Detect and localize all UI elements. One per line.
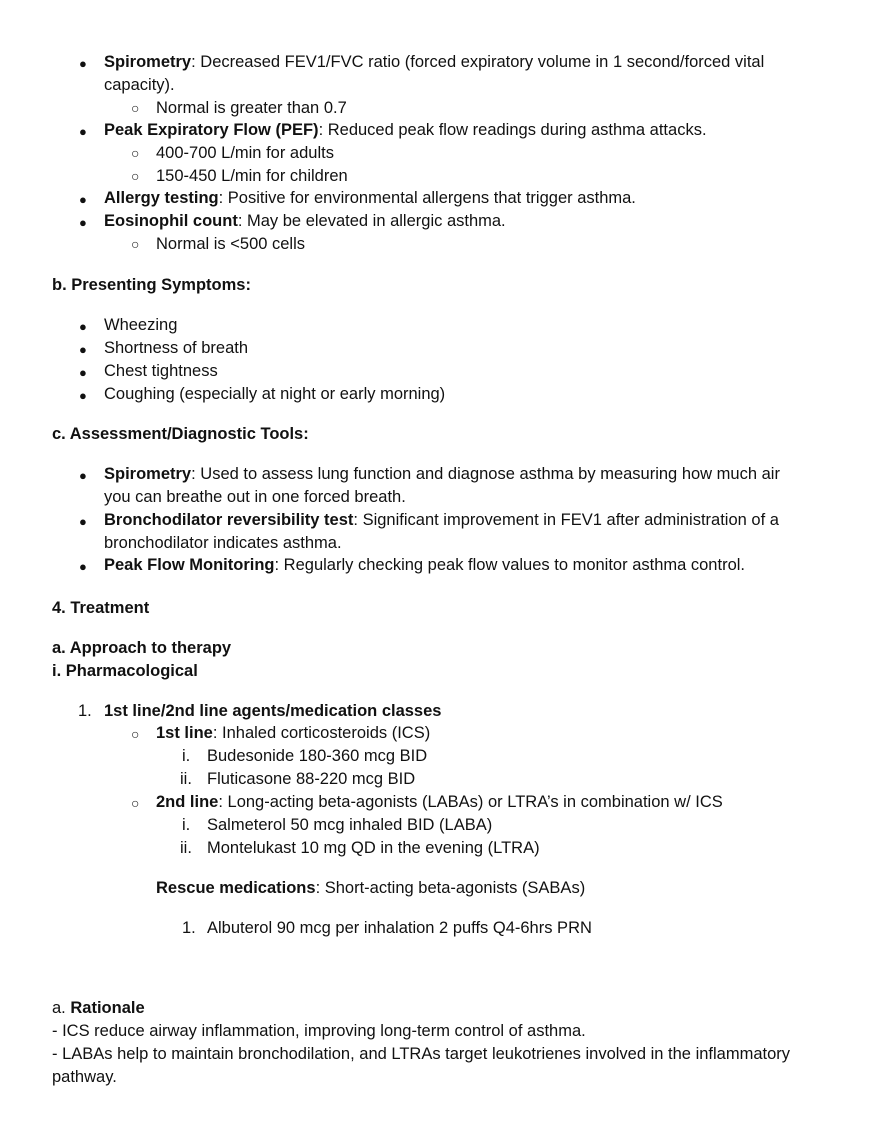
med-item: Fluticasone 88-220 mcg BID xyxy=(207,770,416,788)
roman-number: ii. xyxy=(180,770,192,788)
lab-eosinophil: Eosinophil count: May be elevated in allergic asthma. xyxy=(104,212,506,230)
rescue-item: Albuterol 90 mcg per inhalation 2 puffs Q4-6hrs PRN xyxy=(207,919,592,937)
bullet-icon: ● xyxy=(79,514,87,529)
agents-title: 1st line/2nd line agents/medication classes xyxy=(104,702,442,720)
tool-bronchodilator: Bronchodilator reversibility test: Significant improvement in FEV1 after administration of a xyxy=(104,511,779,529)
lab-pef-children: 150-450 L/min for children xyxy=(156,167,348,185)
bullet-icon: ● xyxy=(79,124,87,139)
circle-bullet-icon: ○ xyxy=(131,726,140,742)
med-item: Budesonide 180-360 mcg BID xyxy=(207,747,428,765)
bullet-icon: ● xyxy=(79,388,87,403)
circle-bullet-icon: ○ xyxy=(131,795,140,811)
lab-pef-adults: 400-700 L/min for adults xyxy=(156,144,334,162)
circle-bullet-icon: ○ xyxy=(131,236,140,252)
bullet-icon: ● xyxy=(79,319,87,334)
lab-pef: Peak Expiratory Flow (PEF): Reduced peak flow readings during asthma attacks. xyxy=(104,121,707,139)
roman-number: i. xyxy=(182,816,191,834)
circle-bullet-icon: ○ xyxy=(131,100,140,116)
lab-spirometry: Spirometry: Decreased FEV1/FVC ratio (forced expiratory volume in 1 second/forced vital xyxy=(104,53,765,71)
rescue-medications: Rescue medications: Short-acting beta-agonists (SABAs) xyxy=(156,879,586,897)
circle-bullet-icon: ○ xyxy=(131,145,140,161)
symptoms-heading: b. Presenting Symptoms: xyxy=(52,276,251,294)
lab-spirometry-cont: capacity). xyxy=(104,76,175,94)
med-item: Montelukast 10 mg QD in the evening (LTRA) xyxy=(207,839,540,857)
tools-heading: c. Assessment/Diagnostic Tools: xyxy=(52,425,309,443)
symptom-item: Coughing (especially at night or early morning) xyxy=(104,385,446,403)
list-number: 1. xyxy=(182,919,196,937)
med-item: Salmeterol 50 mcg inhaled BID (LABA) xyxy=(207,816,493,834)
symptom-item: Chest tightness xyxy=(104,362,218,380)
rationale-line: - ICS reduce airway inflammation, improving long-term control of asthma. xyxy=(52,1022,586,1040)
bullet-icon: ● xyxy=(79,192,87,207)
bullet-icon: ● xyxy=(79,559,87,574)
approach-heading: a. Approach to therapy xyxy=(52,639,232,657)
lab-spirometry-normal: Normal is greater than 0.7 xyxy=(156,99,347,117)
pharm-heading: i. Pharmacological xyxy=(52,662,198,680)
tool-spirometry-cont: you can breathe out in one forced breath. xyxy=(104,488,406,506)
bullet-icon: ● xyxy=(79,215,87,230)
symptom-item: Shortness of breath xyxy=(104,339,249,357)
bullet-icon: ● xyxy=(79,365,87,380)
roman-number: ii. xyxy=(180,839,192,857)
list-number: 1. xyxy=(78,702,92,720)
tool-bronchodilator-cont: bronchodilator indicates asthma. xyxy=(104,534,342,552)
treatment-heading: 4. Treatment xyxy=(52,599,150,617)
rationale-line: pathway. xyxy=(52,1068,117,1086)
bullet-icon: ● xyxy=(79,342,87,357)
lab-eosinophil-normal: Normal is <500 cells xyxy=(156,235,306,253)
tool-spirometry: Spirometry: Used to assess lung function and diagnose asthma by measuring how much air xyxy=(104,465,780,483)
lab-allergy: Allergy testing: Positive for environmental allergens that trigger asthma. xyxy=(104,189,636,207)
tool-peak-flow: Peak Flow Monitoring: Regularly checking peak flow values to monitor asthma control. xyxy=(104,556,745,574)
first-line: 1st line: Inhaled corticosteroids (ICS) xyxy=(156,724,431,742)
second-line: 2nd line: Long-acting beta-agonists (LABAs) or LTRA’s in combination w/ ICS xyxy=(156,793,723,811)
bullet-icon: ● xyxy=(79,56,87,71)
rationale-heading: a. Rationale xyxy=(52,999,145,1017)
symptom-item: Wheezing xyxy=(104,316,178,334)
roman-number: i. xyxy=(182,747,191,765)
circle-bullet-icon: ○ xyxy=(131,168,140,184)
bullet-icon: ● xyxy=(79,468,87,483)
rationale-line: - LABAs help to maintain bronchodilation, and LTRAs target leukotrienes involved in the inflammatory xyxy=(52,1045,791,1063)
